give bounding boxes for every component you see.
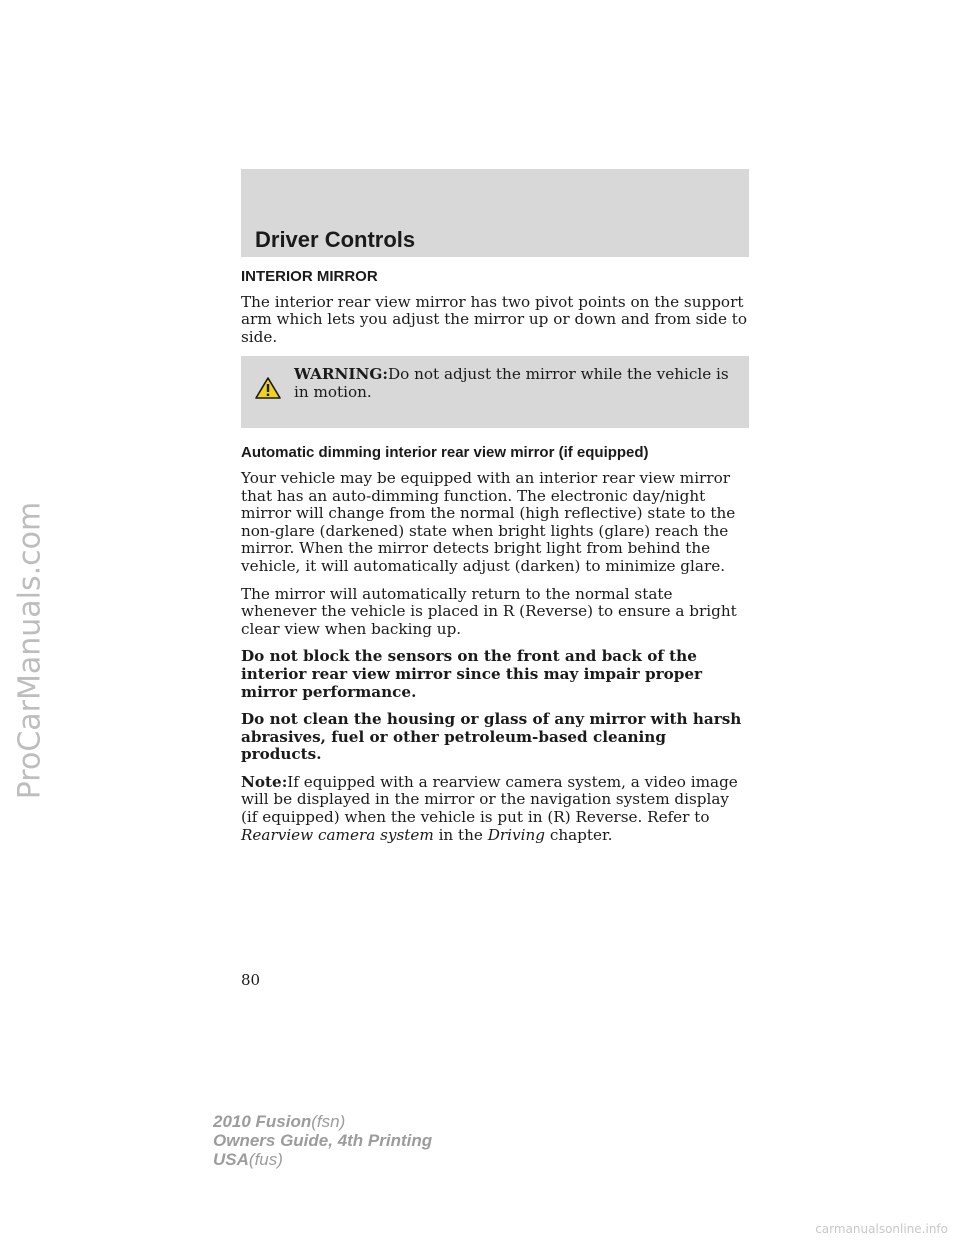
page-content [241, 268, 749, 854]
warning-text [294, 366, 729, 401]
note-label: Note: [241, 772, 288, 791]
paragraph-sensor-caution: Do not block the sensors on the front and back of the interior rear view mirror since this may impair proper mirror performance. [241, 647, 702, 701]
footer-region-code: (fus) [248, 1150, 283, 1169]
heading-auto-dimming: Automatic dimming interior rear view mirror (if equipped) [241, 444, 649, 462]
section-title: Driver Controls [255, 227, 416, 252]
warning-triangle-icon [255, 376, 281, 400]
page-number: 80 [241, 971, 261, 989]
warning-label: WARNING: [294, 365, 388, 384]
note-text: If equipped with a rearview camera system, a video image will be displayed in the mirror or the navigation system display (if equipped) when the vehicle is put in (R) Reverse. Refer to [241, 772, 738, 827]
footer [213, 1112, 432, 1169]
paragraph-reverse: The mirror will automatically return to the normal state whenever the vehicle is placed in R (Reverse) to ensure a bright clear view when backing up. [241, 584, 737, 638]
footer-line-region [213, 1150, 432, 1169]
paragraph-mirror-intro: The interior rear view mirror has two pivot points on the support arm which lets you adjust the mirror up or down and from side to side. [241, 292, 748, 346]
note-text-2: in the [433, 825, 488, 844]
watermark [2, 280, 58, 1020]
paragraph-note [241, 774, 749, 844]
section-header [241, 169, 749, 257]
note-reference-camera: Rearview camera system [241, 825, 434, 844]
note-text-3: chapter. [545, 825, 613, 844]
watermark-text: ProCarManuals.com [12, 501, 48, 799]
footer-region: USA [213, 1150, 249, 1169]
warning-message: Do not adjust the mirror while the vehicle is in motion. [294, 365, 729, 401]
footer-model: 2010 Fusion [213, 1112, 312, 1131]
heading-interior-mirror: INTERIOR MIRROR [241, 268, 378, 285]
warning-box [241, 356, 749, 428]
footer-edition: Owners Guide, 4th Printing [213, 1131, 433, 1150]
footer-model-code: (fsn) [311, 1112, 346, 1131]
note-reference-driving: Driving [487, 825, 545, 844]
footer-line-model [213, 1112, 432, 1131]
paragraph-auto-dimming: Your vehicle may be equipped with an interior rear view mirror that has an auto-dimming function. The electronic day/night mirror will change from the normal (high reflective) state to the non-glare (darkened) state when bright lights (glare) reach the mirror. When the mirror detects bright light from behind the vehicle, it will automatically adjust (darken) to minimize glare. [241, 468, 736, 575]
site-watermark: carmanualsonline.info [815, 1222, 948, 1236]
paragraph-cleaning-caution: Do not clean the housing or glass of any mirror with harsh abrasives, fuel or other petroleum-based cleaning products. [241, 710, 742, 764]
